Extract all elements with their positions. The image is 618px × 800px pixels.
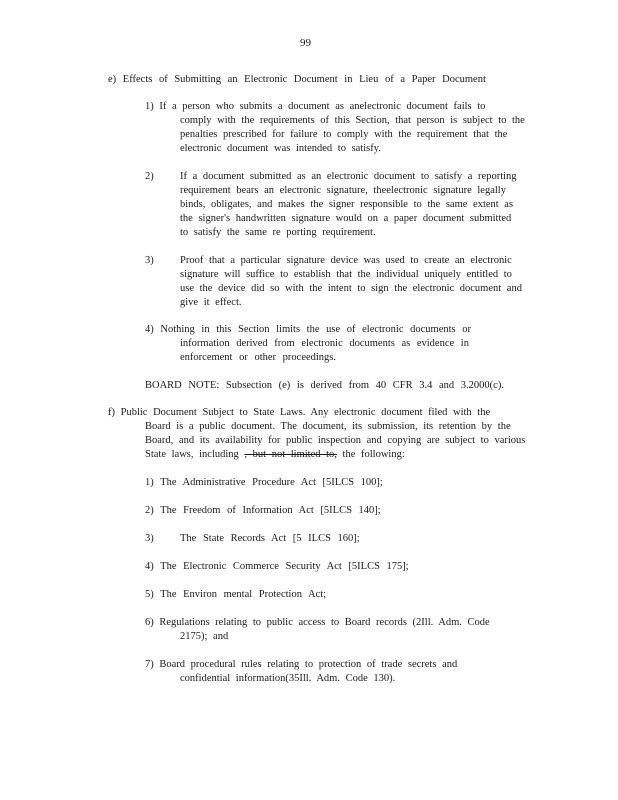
e-item2-line5: to satisfy the same re porting requirement. — [180, 227, 376, 238]
e-item1-line4: electronic document was intended to satisfy. — [180, 143, 381, 154]
f-item7-line2: confidential information(35Ill. Adm. Code 130). — [180, 673, 396, 684]
section-f-line1: f) Public Document Subject to State Laws. Any electronic document filed with the — [108, 407, 491, 418]
page-number: 99 — [300, 37, 311, 49]
f-item5: 5) The Environ mental Protection Act; — [145, 589, 327, 600]
f-item6-line2: 2175); and — [180, 631, 229, 642]
e-item1-line2: comply with the requirements of this Section, that person is subject to the — [180, 115, 525, 126]
f-item7-line1: 7) Board procedural rules relating to protection of trade secrets and — [145, 659, 458, 670]
section-f-line2: Board is a public document. The document, its submission, its retention by the — [145, 421, 511, 432]
e-item3-number: 3) — [145, 255, 154, 266]
e-item4-line2: information derived from electronic documents as evidence in — [180, 338, 469, 349]
e-item3-line4: give it effect. — [180, 297, 242, 308]
section-f-line3: Board, and its availability for public inspection and copying are subject to various — [145, 435, 526, 446]
e-item1-line3: penalties prescribed for failure to comply with the requirement that the — [180, 129, 508, 140]
e-item2-line3: binds, obligates, and makes the signer responsible to the same extent as — [180, 199, 514, 210]
e-item2-number: 2) — [145, 171, 154, 182]
e-item4-line3: enforcement or other proceedings. — [180, 352, 337, 363]
section-f-line4-start: State laws, including — [145, 449, 245, 460]
e-item3-line2: signature will suffice to establish that the individual uniquely entitled to — [180, 269, 512, 280]
section-e-heading: e) Effects of Submitting an Electronic Document in Lieu of a Paper Document — [108, 74, 486, 85]
struck-text: , but not limited to, — [244, 449, 337, 460]
f-item3: The State Records Act [5 ILCS 160]; — [180, 533, 360, 544]
section-f-line4 — [145, 448, 405, 462]
section-f-line4-end: the following: — [336, 449, 405, 460]
e-item3-line1: Proof that a particular signature device was used to create an electronic — [180, 255, 512, 266]
f-item2: 2) The Freedom of Information Act [5ILCS 140]; — [145, 505, 381, 516]
e-item3-line3: use the device did so with the intent to sign the electronic document and — [180, 283, 522, 294]
e-item2-line4: the signer's handwritten signature would on a paper document submitted — [180, 213, 512, 224]
e-item4-line1: 4) Nothing in this Section limits the use of electronic documents or — [145, 324, 471, 335]
f-item4: 4) The Electronic Commerce Security Act [5ILCS 175]; — [145, 561, 409, 572]
f-item3-number: 3) — [145, 533, 154, 544]
f-item1: 1) The Administrative Procedure Act [5ILCS 100]; — [145, 477, 383, 488]
e-item2-line1: If a document submitted as an electronic document to satisfy a reporting — [180, 171, 517, 182]
e-item1-line1: 1) If a person who submits a document as anelectronic document fails to — [145, 101, 486, 112]
f-item6-line1: 6) Regulations relating to public access to Board records (2Ill. Adm. Code — [145, 617, 490, 628]
e-item2-line2: requirement bears an electronic signature, theelectronic signature legally — [180, 185, 506, 196]
board-note: BOARD NOTE: Subsection (e) is derived from 40 CFR 3.4 and 3.2000(c). — [145, 380, 504, 391]
